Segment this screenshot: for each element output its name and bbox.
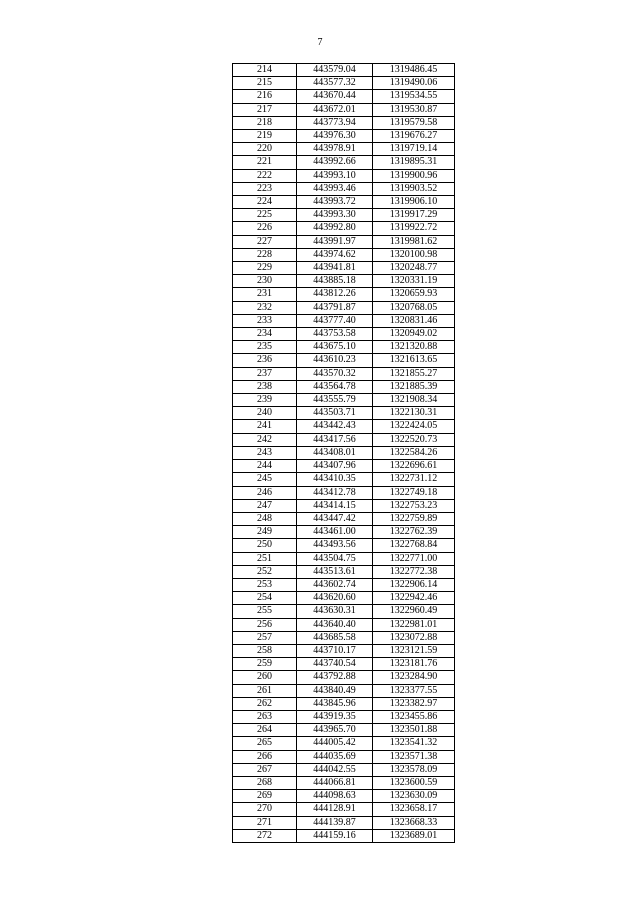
y-coordinate-cell: 1319486.45 [373,64,455,77]
x-coordinate-cell: 443753.58 [297,328,373,341]
y-coordinate-cell: 1322768.84 [373,539,455,552]
table-row [233,275,455,288]
table-row [233,803,455,816]
y-coordinate-cell: 1320331.19 [373,275,455,288]
x-coordinate-cell: 443685.58 [297,631,373,644]
x-coordinate-cell: 444128.91 [297,803,373,816]
table-row [233,341,455,354]
y-coordinate-cell: 1322424.05 [373,420,455,433]
point-number-cell: 221 [233,156,297,169]
x-coordinate-cell: 443978.91 [297,143,373,156]
table-row [233,486,455,499]
x-coordinate-cell: 443675.10 [297,341,373,354]
x-coordinate-cell: 443577.32 [297,77,373,90]
point-number-cell: 226 [233,222,297,235]
table-row [233,328,455,341]
table-row [233,644,455,657]
y-coordinate-cell: 1322772.38 [373,565,455,578]
coordinates-table-body [233,64,455,843]
point-number-cell: 244 [233,460,297,473]
point-number-cell: 246 [233,486,297,499]
table-row [233,592,455,605]
y-coordinate-cell: 1320248.77 [373,262,455,275]
y-coordinate-cell: 1322749.18 [373,486,455,499]
table-row [233,790,455,803]
table-row [233,750,455,763]
point-number-cell: 257 [233,631,297,644]
table-row [233,697,455,710]
x-coordinate-cell: 443570.32 [297,367,373,380]
point-number-cell: 216 [233,90,297,103]
x-coordinate-cell: 444159.16 [297,829,373,842]
table-row [233,776,455,789]
point-number-cell: 251 [233,552,297,565]
y-coordinate-cell: 1323455.86 [373,710,455,723]
y-coordinate-cell: 1319895.31 [373,156,455,169]
table-row [233,169,455,182]
x-coordinate-cell: 443976.30 [297,130,373,143]
x-coordinate-cell: 443579.04 [297,64,373,77]
point-number-cell: 254 [233,592,297,605]
x-coordinate-cell: 443610.23 [297,354,373,367]
y-coordinate-cell: 1323382.97 [373,697,455,710]
point-number-cell: 250 [233,539,297,552]
y-coordinate-cell: 1319917.29 [373,209,455,222]
y-coordinate-cell: 1323121.59 [373,644,455,657]
coordinates-table [232,63,455,843]
table-row [233,605,455,618]
x-coordinate-cell: 443640.40 [297,618,373,631]
x-coordinate-cell: 443812.26 [297,288,373,301]
point-number-cell: 256 [233,618,297,631]
x-coordinate-cell: 443740.54 [297,658,373,671]
point-number-cell: 269 [233,790,297,803]
point-number-cell: 235 [233,341,297,354]
x-coordinate-cell: 443410.35 [297,473,373,486]
y-coordinate-cell: 1321613.65 [373,354,455,367]
y-coordinate-cell: 1323181.76 [373,658,455,671]
table-row [233,578,455,591]
y-coordinate-cell: 1322771.00 [373,552,455,565]
x-coordinate-cell: 443993.10 [297,169,373,182]
y-coordinate-cell: 1321320.88 [373,341,455,354]
table-row [233,526,455,539]
y-coordinate-cell: 1322942.46 [373,592,455,605]
x-coordinate-cell: 443555.79 [297,394,373,407]
point-number-cell: 242 [233,433,297,446]
x-coordinate-cell: 443407.96 [297,460,373,473]
point-number-cell: 240 [233,407,297,420]
x-coordinate-cell: 443777.40 [297,314,373,327]
point-number-cell: 224 [233,196,297,209]
y-coordinate-cell: 1322520.73 [373,433,455,446]
table-row [233,196,455,209]
x-coordinate-cell: 443412.78 [297,486,373,499]
x-coordinate-cell: 443670.44 [297,90,373,103]
y-coordinate-cell: 1323689.01 [373,829,455,842]
y-coordinate-cell: 1322696.61 [373,460,455,473]
x-coordinate-cell: 443414.15 [297,499,373,512]
x-coordinate-cell: 443993.30 [297,209,373,222]
point-number-cell: 222 [233,169,297,182]
table-row [233,407,455,420]
table-row [233,116,455,129]
point-number-cell: 267 [233,763,297,776]
table-row [233,658,455,671]
point-number-cell: 234 [233,328,297,341]
table-row [233,671,455,684]
table-row [233,473,455,486]
x-coordinate-cell: 443564.78 [297,380,373,393]
point-number-cell: 225 [233,209,297,222]
x-coordinate-cell: 444035.69 [297,750,373,763]
y-coordinate-cell: 1323578.09 [373,763,455,776]
y-coordinate-cell: 1323072.88 [373,631,455,644]
y-coordinate-cell: 1321855.27 [373,367,455,380]
x-coordinate-cell: 443672.01 [297,103,373,116]
y-coordinate-cell: 1322584.26 [373,446,455,459]
y-coordinate-cell: 1319719.14 [373,143,455,156]
point-number-cell: 263 [233,710,297,723]
point-number-cell: 232 [233,301,297,314]
x-coordinate-cell: 444098.63 [297,790,373,803]
x-coordinate-cell: 444005.42 [297,737,373,750]
y-coordinate-cell: 1319534.55 [373,90,455,103]
point-number-cell: 260 [233,671,297,684]
x-coordinate-cell: 443503.71 [297,407,373,420]
x-coordinate-cell: 444139.87 [297,816,373,829]
y-coordinate-cell: 1319922.72 [373,222,455,235]
point-number-cell: 245 [233,473,297,486]
table-row [233,262,455,275]
x-coordinate-cell: 443513.61 [297,565,373,578]
point-number-cell: 238 [233,380,297,393]
table-row [233,631,455,644]
table-row [233,763,455,776]
x-coordinate-cell: 443992.80 [297,222,373,235]
point-number-cell: 258 [233,644,297,657]
point-number-cell: 243 [233,446,297,459]
x-coordinate-cell: 443630.31 [297,605,373,618]
table-row [233,235,455,248]
table-row [233,499,455,512]
point-number-cell: 239 [233,394,297,407]
x-coordinate-cell: 443792.88 [297,671,373,684]
table-row [233,539,455,552]
point-number-cell: 255 [233,605,297,618]
point-number-cell: 253 [233,578,297,591]
y-coordinate-cell: 1320831.46 [373,314,455,327]
point-number-cell: 266 [233,750,297,763]
y-coordinate-cell: 1322906.14 [373,578,455,591]
y-coordinate-cell: 1319981.62 [373,235,455,248]
y-coordinate-cell: 1320949.02 [373,328,455,341]
x-coordinate-cell: 443845.96 [297,697,373,710]
x-coordinate-cell: 443442.43 [297,420,373,433]
table-row [233,816,455,829]
y-coordinate-cell: 1320659.93 [373,288,455,301]
y-coordinate-cell: 1321885.39 [373,380,455,393]
table-row [233,288,455,301]
table-row [233,433,455,446]
point-number-cell: 230 [233,275,297,288]
y-coordinate-cell: 1322762.39 [373,526,455,539]
table-row [233,156,455,169]
table-row [233,64,455,77]
table-row [233,248,455,261]
point-number-cell: 217 [233,103,297,116]
table-row [233,684,455,697]
table-row [233,552,455,565]
point-number-cell: 265 [233,737,297,750]
y-coordinate-cell: 1323630.09 [373,790,455,803]
table-row [233,724,455,737]
y-coordinate-cell: 1323541.32 [373,737,455,750]
point-number-cell: 220 [233,143,297,156]
x-coordinate-cell: 443991.97 [297,235,373,248]
y-coordinate-cell: 1319903.52 [373,182,455,195]
point-number-cell: 272 [233,829,297,842]
point-number-cell: 231 [233,288,297,301]
table-row [233,420,455,433]
x-coordinate-cell: 443461.00 [297,526,373,539]
y-coordinate-cell: 1322960.49 [373,605,455,618]
point-number-cell: 249 [233,526,297,539]
point-number-cell: 233 [233,314,297,327]
table-row [233,829,455,842]
y-coordinate-cell: 1319906.10 [373,196,455,209]
table-row [233,446,455,459]
y-coordinate-cell: 1320768.05 [373,301,455,314]
x-coordinate-cell: 443885.18 [297,275,373,288]
table-row [233,130,455,143]
y-coordinate-cell: 1323377.55 [373,684,455,697]
point-number-cell: 228 [233,248,297,261]
table-row [233,512,455,525]
table-row [233,77,455,90]
table-row [233,182,455,195]
y-coordinate-cell: 1322130.31 [373,407,455,420]
y-coordinate-cell: 1319530.87 [373,103,455,116]
point-number-cell: 237 [233,367,297,380]
x-coordinate-cell: 443941.81 [297,262,373,275]
table-row [233,301,455,314]
x-coordinate-cell: 443919.35 [297,710,373,723]
x-coordinate-cell: 443417.56 [297,433,373,446]
x-coordinate-cell: 443993.46 [297,182,373,195]
y-coordinate-cell: 1319490.06 [373,77,455,90]
x-coordinate-cell: 443602.74 [297,578,373,591]
y-coordinate-cell: 1319676.27 [373,130,455,143]
x-coordinate-cell: 443408.01 [297,446,373,459]
point-number-cell: 218 [233,116,297,129]
y-coordinate-cell: 1322981.01 [373,618,455,631]
point-number-cell: 236 [233,354,297,367]
point-number-cell: 252 [233,565,297,578]
table-row [233,565,455,578]
y-coordinate-cell: 1323571.38 [373,750,455,763]
point-number-cell: 259 [233,658,297,671]
table-row [233,209,455,222]
x-coordinate-cell: 444042.55 [297,763,373,776]
x-coordinate-cell: 443840.49 [297,684,373,697]
x-coordinate-cell: 443965.70 [297,724,373,737]
point-number-cell: 271 [233,816,297,829]
table-row [233,367,455,380]
y-coordinate-cell: 1323658.17 [373,803,455,816]
x-coordinate-cell: 443992.66 [297,156,373,169]
table-row [233,737,455,750]
point-number-cell: 264 [233,724,297,737]
y-coordinate-cell: 1320100.98 [373,248,455,261]
table-row [233,710,455,723]
y-coordinate-cell: 1319900.96 [373,169,455,182]
point-number-cell: 227 [233,235,297,248]
x-coordinate-cell: 443447.42 [297,512,373,525]
point-number-cell: 219 [233,130,297,143]
y-coordinate-cell: 1322753.23 [373,499,455,512]
page-number: 7 [317,37,323,48]
x-coordinate-cell: 443504.75 [297,552,373,565]
table-row [233,143,455,156]
x-coordinate-cell: 443791.87 [297,301,373,314]
y-coordinate-cell: 1321908.34 [373,394,455,407]
y-coordinate-cell: 1319579.58 [373,116,455,129]
table-row [233,618,455,631]
table-row [233,314,455,327]
point-number-cell: 248 [233,512,297,525]
point-number-cell: 268 [233,776,297,789]
point-number-cell: 223 [233,182,297,195]
table-row [233,380,455,393]
y-coordinate-cell: 1322759.89 [373,512,455,525]
point-number-cell: 241 [233,420,297,433]
point-number-cell: 229 [233,262,297,275]
point-number-cell: 214 [233,64,297,77]
x-coordinate-cell: 443993.72 [297,196,373,209]
table-row [233,90,455,103]
x-coordinate-cell: 443620.60 [297,592,373,605]
table-row [233,354,455,367]
table-row [233,103,455,116]
y-coordinate-cell: 1323284.90 [373,671,455,684]
x-coordinate-cell: 443974.62 [297,248,373,261]
point-number-cell: 270 [233,803,297,816]
x-coordinate-cell: 443710.17 [297,644,373,657]
point-number-cell: 261 [233,684,297,697]
y-coordinate-cell: 1323501.88 [373,724,455,737]
point-number-cell: 247 [233,499,297,512]
table-row [233,460,455,473]
y-coordinate-cell: 1323668.33 [373,816,455,829]
y-coordinate-cell: 1322731.12 [373,473,455,486]
y-coordinate-cell: 1323600.59 [373,776,455,789]
x-coordinate-cell: 443773.94 [297,116,373,129]
table-row [233,222,455,235]
point-number-cell: 262 [233,697,297,710]
x-coordinate-cell: 443493.56 [297,539,373,552]
table-row [233,394,455,407]
x-coordinate-cell: 444066.81 [297,776,373,789]
point-number-cell: 215 [233,77,297,90]
